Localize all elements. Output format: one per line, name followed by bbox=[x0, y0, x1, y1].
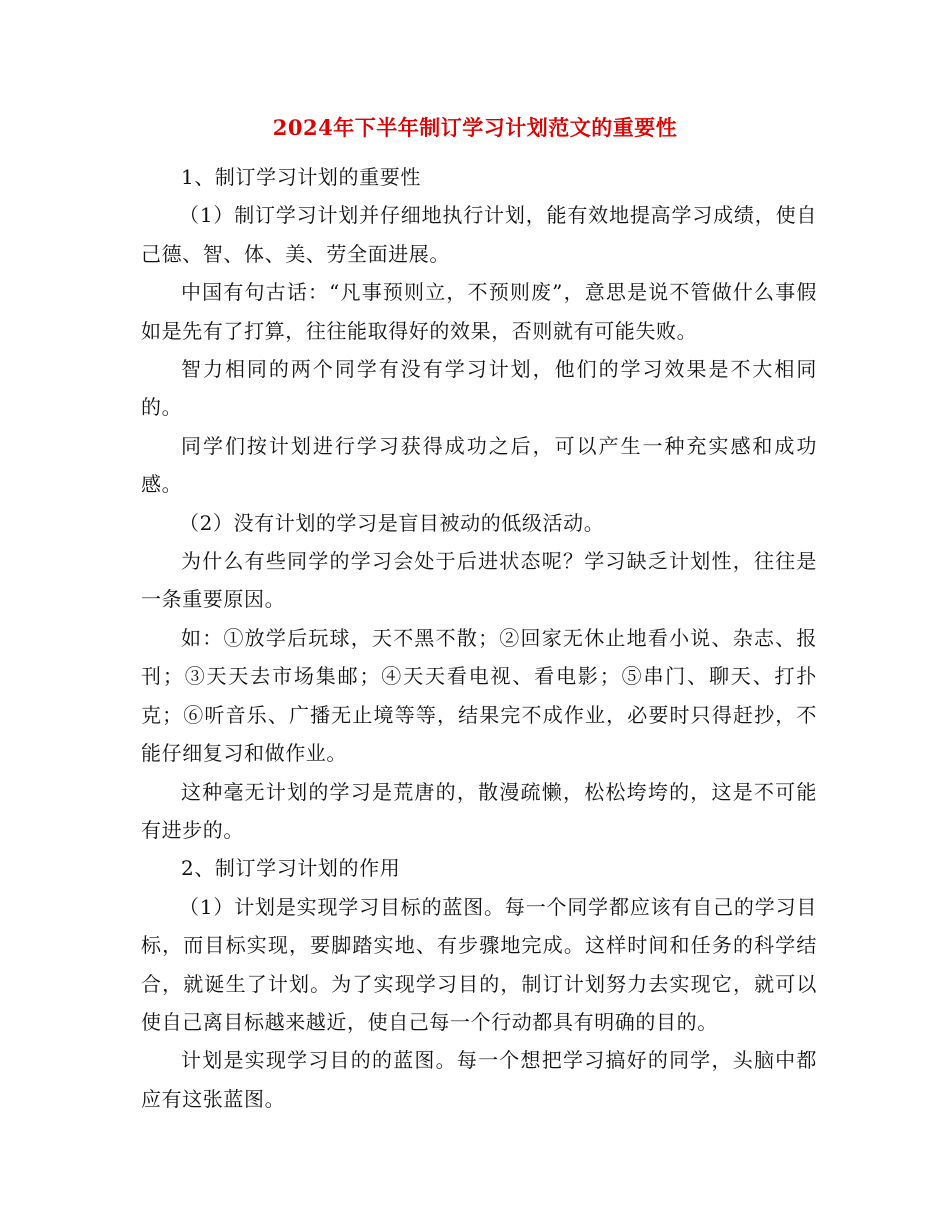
section-heading-2: 2、制订学习计划的作用 bbox=[181, 856, 401, 881]
section-heading-1: 1、制订学习计划的重要性 bbox=[181, 165, 421, 189]
paragraph-proverb: 中国有句古话：“凡事预则立，不预则废”，意思是说不管做什么事假如是先有了打算，往往能取得好的效果，否则就有可能失败。 bbox=[141, 280, 817, 343]
paragraph-no-plan: 这种毫无计划的学习是荒唐的，散漫疏懒，松松垮垮的，这是不可能有进步的。 bbox=[141, 779, 817, 842]
paragraph-1-2: （2）没有计划的学习是盲目被动的低级活动。 bbox=[179, 510, 605, 535]
paragraph-1-1: （1）制订学习计划并仔细地执行计划，能有效地提高学习成绩，使自己德、智、体、美、劳全面进展。 bbox=[141, 203, 817, 266]
paragraph-examples: 如：①放学后玩球，天不黑不散；②回家无休止地看小说、杂志、报刊；③天天去市场集邮；④天天看电视、看电影；⑤串门、聊天、打扑克；⑥听音乐、广播无止境等等，结果完不成作业，必要时只得赶抄，不能仔细复习和做作业。 bbox=[141, 625, 817, 766]
paragraph-2-1: （1）计划是实现学习目标的蓝图。每一个同学都应该有自己的学习目标，而目标实现，要脚踏实地、有步骤地完成。这样时间和任务的科学结合，就诞生了计划。为了实现学习目的，制订计划努力去实现它，就可以使自己离目标越来越近，使自己每一个行动都具有明确的目的。 bbox=[141, 894, 817, 1034]
paragraph-same-intelligence: 智力相同的两个同学有没有学习计划，他们的学习效果是不大相同的。 bbox=[141, 357, 817, 420]
paragraph-why-behind: 为什么有些同学的学习会处于后进状态呢？学习缺乏计划性，往往是一条重要原因。 bbox=[141, 549, 817, 612]
document-body bbox=[141, 158, 817, 1118]
paragraph-blueprint: 计划是实现学习目的的蓝图。每一个想把学习搞好的同学，头脑中都应有这张蓝图。 bbox=[141, 1048, 817, 1111]
document-title: 2024年下半年制订学习计划范文的重要性 bbox=[272, 115, 678, 140]
paragraph-success: 同学们按计划进行学习获得成功之后，可以产生一种充实感和成功感。 bbox=[141, 433, 817, 497]
